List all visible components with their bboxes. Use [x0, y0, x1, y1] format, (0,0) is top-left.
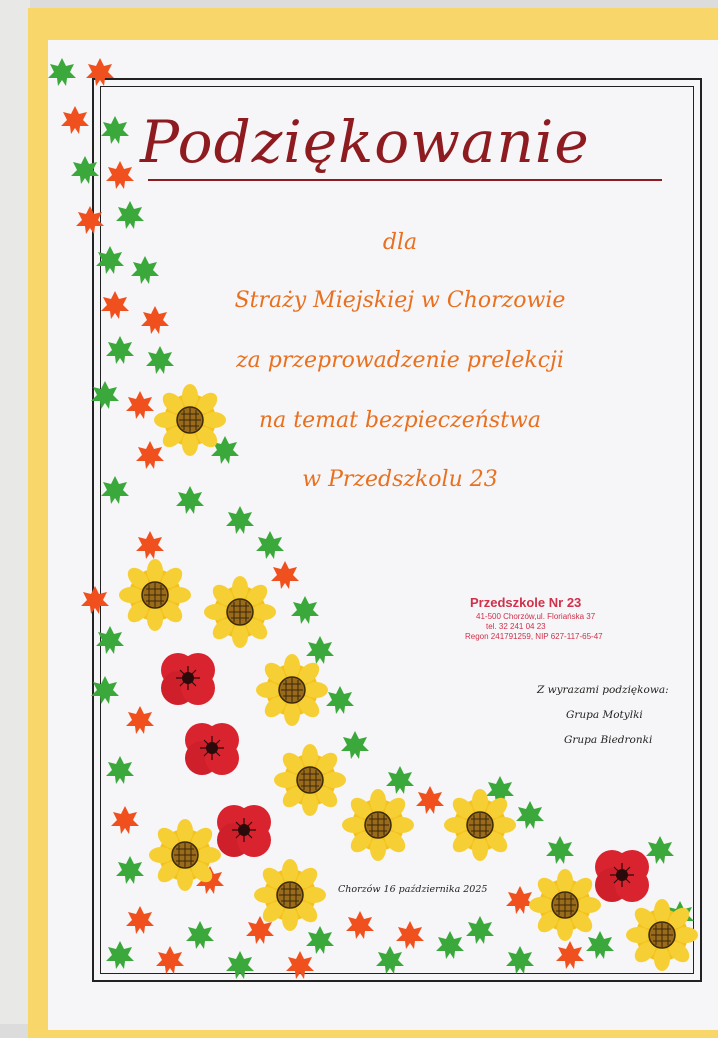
text-line-for: dla — [382, 230, 418, 255]
stamp-ids: Regon 241791259, NIP 627-117-65-47 — [465, 632, 603, 641]
date-line: Chorzów 16 października 2025 — [338, 884, 488, 895]
signature-group-1: Grupa Motylki — [566, 709, 643, 721]
stamp-address: 41-500 Chorzów,ul. Floriańska 37 — [476, 612, 596, 621]
signature-group-2: Grupa Biedronki — [564, 734, 653, 746]
text-line-recipient: Straży Miejskiej w Chorzowie — [234, 288, 566, 313]
text-line-reason: za przeprowadzenie prelekcji — [236, 348, 564, 373]
signature-intro: Z wyrazami podziękowa: — [537, 684, 669, 696]
stamp-name: Przedszkole Nr 23 — [470, 595, 582, 610]
text-line-place: w Przedszkolu 23 — [302, 467, 498, 492]
text-line-topic: na temat bezpieczeństwa — [259, 408, 541, 433]
stamp-phone: tel. 32 241 04 23 — [486, 622, 546, 631]
certificate-title: Podziękowanie — [140, 108, 590, 176]
title-underline — [148, 179, 662, 181]
